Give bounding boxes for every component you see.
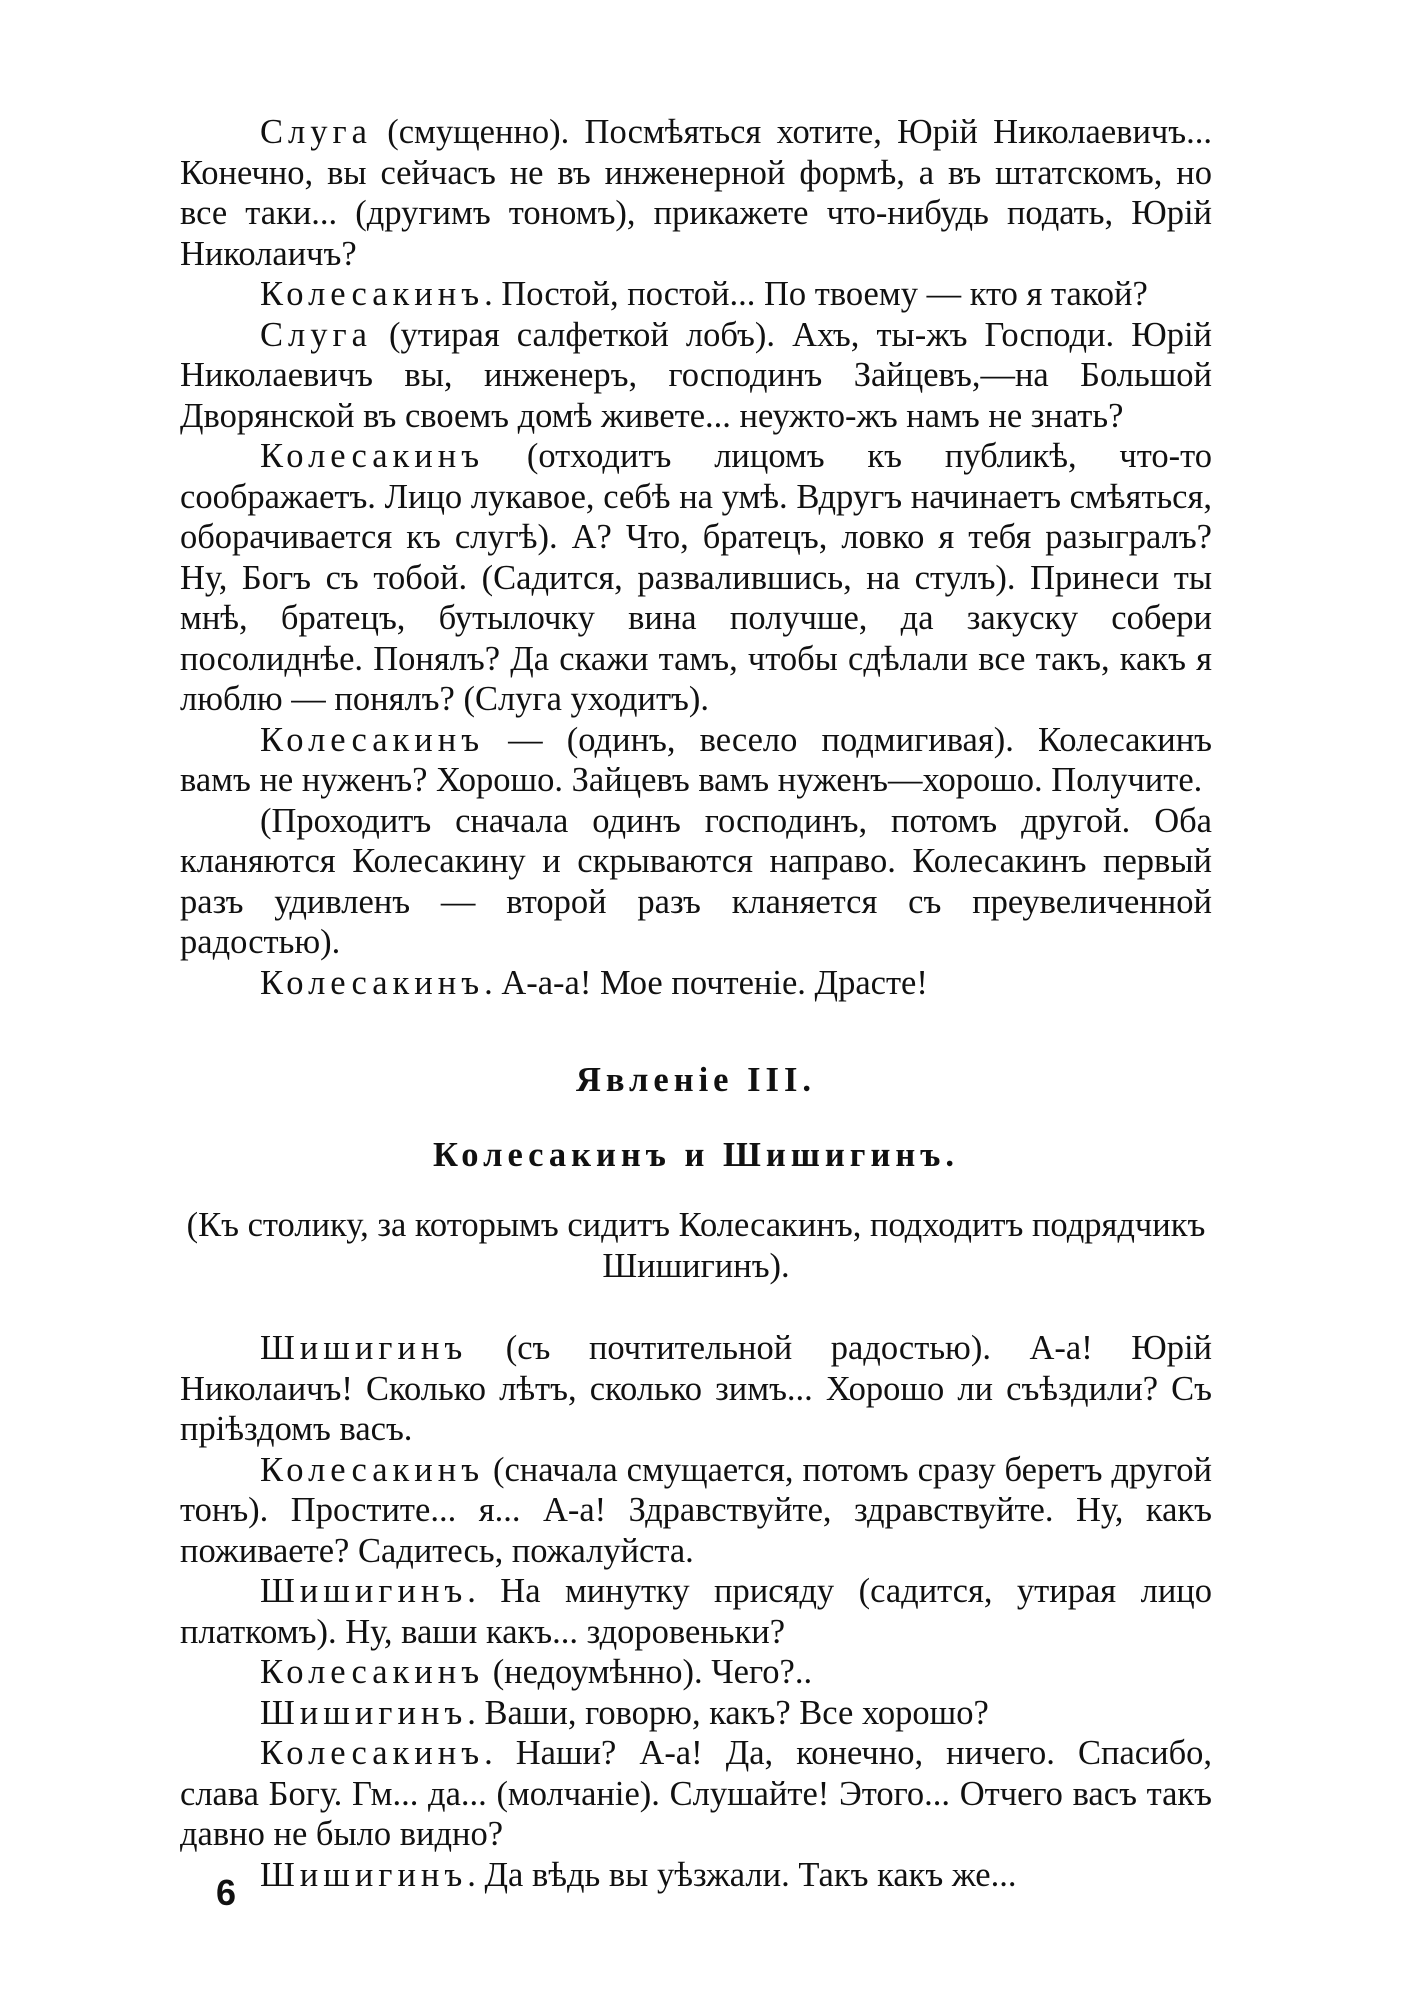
speaker-name: Слуга (260, 315, 372, 354)
paragraph-text: (съ почтительной радостью). А-а! Юрій Николаичъ! Сколько лѣтъ, сколько зимъ... Хорошо ли съѣздили? Съ пріѣздомъ васъ. (180, 1329, 1212, 1448)
paragraph (180, 436, 1212, 720)
paragraph-text: — (одинъ, весело подмигивая). Колесакинъ вамъ не нуженъ? Хорошо. Зайцевъ вамъ нуженъ—хорошо. Получите. (180, 720, 1212, 799)
paragraph-text: (недоумѣнно). Чего?.. (484, 1653, 813, 1691)
speaker-name: Слуга (260, 113, 372, 151)
paragraph-text: . Постой, постой... По твоему — кто я такой? (484, 275, 1148, 313)
speaker-name: Колесакинъ (260, 1450, 485, 1489)
paragraph (180, 1733, 1212, 1855)
dialogue-block-2 (180, 1328, 1212, 1895)
paragraph-text: . А-а-а! Мое почтеніе. Драсте! (484, 963, 928, 1002)
paragraph (180, 1693, 1212, 1734)
speaker-name: Колесакинъ (260, 1734, 485, 1772)
paragraph-text: . На минутку присяду (садится, утирая лицо платкомъ). Ну, ваши какъ... здоровеньки? (180, 1572, 1212, 1651)
paragraph-text: (сначала смущается, потомъ сразу беретъ другой тонъ). Простите... я... А-а! Здравствуйте, здравствуйте. Ну, какъ поживаете? Садитесь, пожалуйста. (180, 1450, 1212, 1570)
dialogue-block-1 (180, 112, 1212, 1003)
speaker-name: Колесакинъ (260, 437, 485, 475)
paragraph-text: (отходитъ лицомъ къ публикѣ, что-то соображаетъ. Лицо лукавое, себѣ на умѣ. Вдругъ начинаетъ смѣяться, оборачивается къ слугѣ). А? Что, братецъ, ловко я тебя разыгралъ? Ну, Богъ съ тобой. (Садится, развалившись, на стулъ). Принеси ты мнѣ, братецъ, бутылочку вина получше, да закуску собери посолиднѣе. Понялъ? Да скажи тамъ, чтобы сдѣлали все такъ, какъ я люблю — понялъ? (Слуга уходитъ). (180, 437, 1212, 718)
paragraph (180, 720, 1212, 801)
speaker-name: Колесакинъ (260, 1653, 485, 1691)
paragraph (180, 1328, 1212, 1450)
speaker-name: Колесакинъ (260, 720, 485, 759)
paragraph (180, 1652, 1212, 1693)
paragraph (180, 112, 1212, 274)
stage-direction: (Къ столику, за которымъ сидитъ Колесакинъ, подходитъ подрядчикъ Шишигинъ). (186, 1206, 1206, 1285)
speaker-name: Шишигинъ (260, 1572, 468, 1610)
speaker-name: Колесакинъ (260, 963, 485, 1002)
speaker-name: Шишигинъ (260, 1329, 468, 1367)
speaker-name: Шишигинъ (260, 1693, 468, 1732)
paragraph-text: (Проходитъ сначала одинъ господинъ, потомъ другой. Оба кланяются Колесакину и скрываются направо. Колесакинъ первый разъ удивленъ — второй разъ кланяется съ преувеличенной радостью). (180, 801, 1212, 961)
paragraph-text: . Наши? А-а! Да, конечно, ничего. Спасибо, слава Богу. Гм... да... (молчаніе). Слушайте! Этого... Отчего васъ такъ давно не было видно? (180, 1734, 1212, 1853)
scene-characters: Колесакинъ и Шишигинъ. (433, 1136, 959, 1174)
paragraph-text: (утирая салфеткой лобъ). Ахъ, ты-жъ Господи. Юрій Николаевичъ вы, инженеръ, господинъ Зайцевъ,—на Большой Дворянской въ своемъ домѣ живете... неужто-жъ намъ не знать? (180, 315, 1212, 435)
paragraph (180, 1450, 1212, 1572)
paragraph-text: . Ваши, говорю, какъ? Все хорошо? (467, 1693, 989, 1732)
paragraph (180, 963, 1212, 1004)
paragraph (180, 315, 1212, 437)
scene-title: Явленіе III. (575, 1061, 817, 1099)
page-number: 6 (216, 1872, 237, 1913)
paragraph (180, 1855, 1212, 1896)
paragraph-text: . Да вѣдь вы уѣзжали. Такъ какъ же... (467, 1855, 1017, 1894)
speaker-name: Шишигинъ (260, 1855, 468, 1894)
paragraph-text: (смущенно). Посмѣяться хотите, Юрій Николаевичъ... Конечно, вы сейчасъ не въ инженерной формѣ, а въ штатскомъ, но все таки... (другимъ тономъ), прикажете что-нибудь подать, Юрій Николаичъ? (180, 113, 1212, 273)
paragraph (180, 274, 1212, 315)
speaker-name: Колесакинъ (260, 275, 485, 313)
paragraph (180, 1571, 1212, 1652)
paragraph (180, 801, 1212, 963)
